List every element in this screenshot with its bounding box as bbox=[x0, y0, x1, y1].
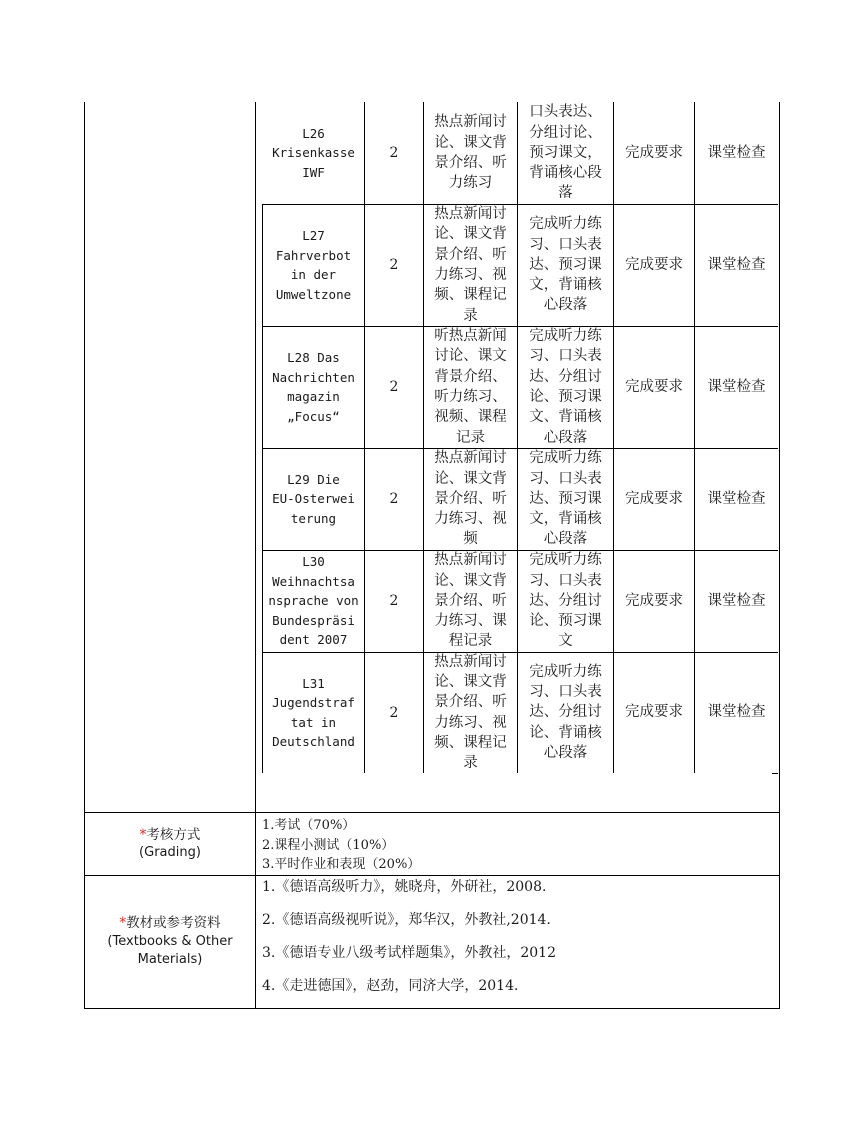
lesson-name-cell bbox=[263, 204, 364, 326]
lesson-requirement: 完成要求 bbox=[625, 378, 683, 395]
lesson-check-cell bbox=[695, 652, 778, 773]
lesson-homework: 完成听力练 习、口头表 达、预习课 文，背诵核 心段落 bbox=[529, 216, 602, 314]
lesson-content: 热点新闻讨 论、课文背 景介绍、听 力练习、课 程记录 bbox=[434, 552, 507, 650]
lesson-hours: 2 bbox=[389, 257, 399, 273]
lesson-name: L26 Krisenkasse IWF bbox=[272, 125, 355, 180]
lesson-content: 热点新闻讨 论、课文背 景介绍、听 力练习、视 频、课程记 录 bbox=[434, 653, 507, 772]
lesson-requirement-cell bbox=[614, 550, 694, 652]
lesson-homework-cell bbox=[518, 448, 613, 550]
material-item: 4.《走进德国》，赵劲，同济大学，2014. bbox=[262, 978, 519, 994]
lesson-hours: 2 bbox=[389, 704, 399, 721]
lesson-content: 热点新闻讨 论、课文背 景介绍、听 力练习、视 频、课程记 录 bbox=[434, 206, 507, 324]
lesson-name-cell bbox=[263, 448, 364, 550]
lesson-content: 热点新闻讨 论、课文背 景介绍、听 力练习、视 频 bbox=[434, 450, 507, 548]
material-item: 1.《德语高级听力》，姚晓舟，外研社，2008. bbox=[262, 879, 547, 895]
lesson-homework: 口头表达、 分组讨论、 预习课文， 背诵核心段 落 bbox=[529, 104, 602, 202]
grid-tail-mark bbox=[772, 773, 778, 774]
lesson-name: L30 Weihnachtsa nsprache von Bundespräsi dent 2007 bbox=[268, 554, 359, 648]
lesson-content-cell bbox=[424, 102, 517, 204]
label-column-divider bbox=[255, 102, 256, 1009]
lesson-check: 课堂检查 bbox=[707, 490, 766, 507]
lesson-hours-cell bbox=[365, 448, 423, 550]
lesson-homework-cell bbox=[518, 204, 613, 326]
grading-label-cn: 考核方式 bbox=[146, 826, 201, 843]
lesson-homework: 完成听力练 习、口头表 达、预习课 文，背诵核 心段落 bbox=[529, 450, 602, 548]
grading-item: 3.平时作业和表现（20%） bbox=[262, 857, 421, 872]
lesson-check: 课堂检查 bbox=[707, 378, 766, 395]
lesson-name-cell bbox=[263, 550, 364, 652]
lesson-homework-cell bbox=[518, 102, 613, 204]
lesson-check-cell bbox=[695, 550, 778, 652]
lesson-homework: 完成听力练 习、口头表 达、分组讨 论、预习课 文 bbox=[529, 552, 602, 650]
materials-label bbox=[85, 876, 255, 1008]
lesson-name-cell bbox=[263, 652, 364, 773]
required-mark: * bbox=[139, 826, 147, 843]
lesson-check: 课堂检查 bbox=[707, 144, 766, 161]
lesson-homework-cell bbox=[518, 652, 613, 773]
lesson-requirement: 完成要求 bbox=[625, 704, 683, 721]
table-bottom-border bbox=[84, 1008, 780, 1009]
grading-item: 1.考试（70%） bbox=[262, 818, 356, 833]
lesson-homework-cell bbox=[518, 550, 613, 652]
lesson-name-cell bbox=[263, 102, 364, 204]
lesson-requirement-cell bbox=[614, 204, 694, 326]
lesson-hours-cell bbox=[365, 550, 423, 652]
lesson-hours: 2 bbox=[389, 379, 399, 395]
lesson-requirement-cell bbox=[614, 326, 694, 448]
lesson-content-cell bbox=[424, 550, 517, 652]
lesson-homework: 完成听力练 习、口头表 达、分组讨 论、背诵核 心段落 bbox=[529, 663, 602, 761]
lesson-requirement-cell bbox=[614, 102, 694, 204]
lesson-requirement-cell bbox=[614, 652, 694, 773]
lesson-check: 课堂检查 bbox=[707, 592, 766, 609]
lesson-hours-cell bbox=[365, 652, 423, 773]
lesson-check: 课堂检查 bbox=[707, 704, 766, 721]
lesson-content-cell bbox=[424, 326, 517, 448]
lesson-check-cell bbox=[695, 102, 778, 204]
lesson-requirement: 完成要求 bbox=[625, 144, 683, 161]
lesson-content: 热点新闻讨 论、课文背 景介绍、听 力练习 bbox=[434, 114, 507, 192]
lesson-hours-cell bbox=[365, 326, 423, 448]
material-item: 3.《德语专业八级考试样题集》，外教社，2012 bbox=[262, 945, 556, 961]
lesson-check-cell bbox=[695, 204, 778, 326]
lesson-content-cell bbox=[424, 448, 517, 550]
lesson-homework: 完成听力练 习、口头表 达、分组讨 论、预习课 文、背诵核 心段落 bbox=[529, 328, 602, 446]
lesson-name: L27 Fahrverbot in der Umweltzone bbox=[275, 228, 352, 302]
grading-list bbox=[262, 816, 420, 875]
grading-item: 2.课程小测试（10%） bbox=[262, 837, 395, 853]
table-right-border bbox=[779, 102, 780, 1009]
lesson-hours: 2 bbox=[389, 491, 399, 507]
materials-list bbox=[262, 876, 556, 1008]
lesson-name: L29 Die EU-Osterwei terung bbox=[272, 471, 355, 526]
grading-label bbox=[85, 813, 255, 875]
lesson-requirement: 完成要求 bbox=[625, 490, 683, 507]
lesson-hours: 2 bbox=[389, 593, 399, 609]
lesson-content-cell bbox=[424, 204, 517, 326]
lesson-check-cell bbox=[695, 326, 778, 448]
lesson-name: L28 Das Nachrichten magazin „Focus“ bbox=[272, 350, 355, 424]
lesson-check-cell bbox=[695, 448, 778, 550]
lesson-homework-cell bbox=[518, 326, 613, 448]
required-mark: * bbox=[119, 915, 127, 932]
lesson-name: L31 Jugendstraf tat in Deutschland bbox=[272, 675, 355, 749]
materials-label-en: Materials) bbox=[137, 952, 203, 968]
lesson-content-cell bbox=[424, 652, 517, 773]
lesson-content: 听热点新闻 讨论、课文 背景介绍、 听力练习、 视频、课程 记录 bbox=[434, 328, 507, 446]
lesson-hours-cell bbox=[365, 204, 423, 326]
lesson-requirement: 完成要求 bbox=[625, 256, 683, 273]
lesson-hours: 2 bbox=[389, 145, 399, 161]
material-item: 2.《德语高级视听说》，郑华汉，外教社,2014. bbox=[262, 912, 551, 928]
lesson-hours-cell bbox=[365, 102, 423, 204]
lesson-requirement: 完成要求 bbox=[625, 592, 683, 609]
lesson-check: 课堂检查 bbox=[707, 256, 766, 273]
lesson-requirement-cell bbox=[614, 448, 694, 550]
lesson-name-cell bbox=[263, 326, 364, 448]
grading-label-en: (Grading) bbox=[139, 845, 201, 860]
materials-label-cn: 教材或参考资料 bbox=[126, 915, 221, 932]
materials-label-en: (Textbooks & Other bbox=[107, 933, 233, 949]
